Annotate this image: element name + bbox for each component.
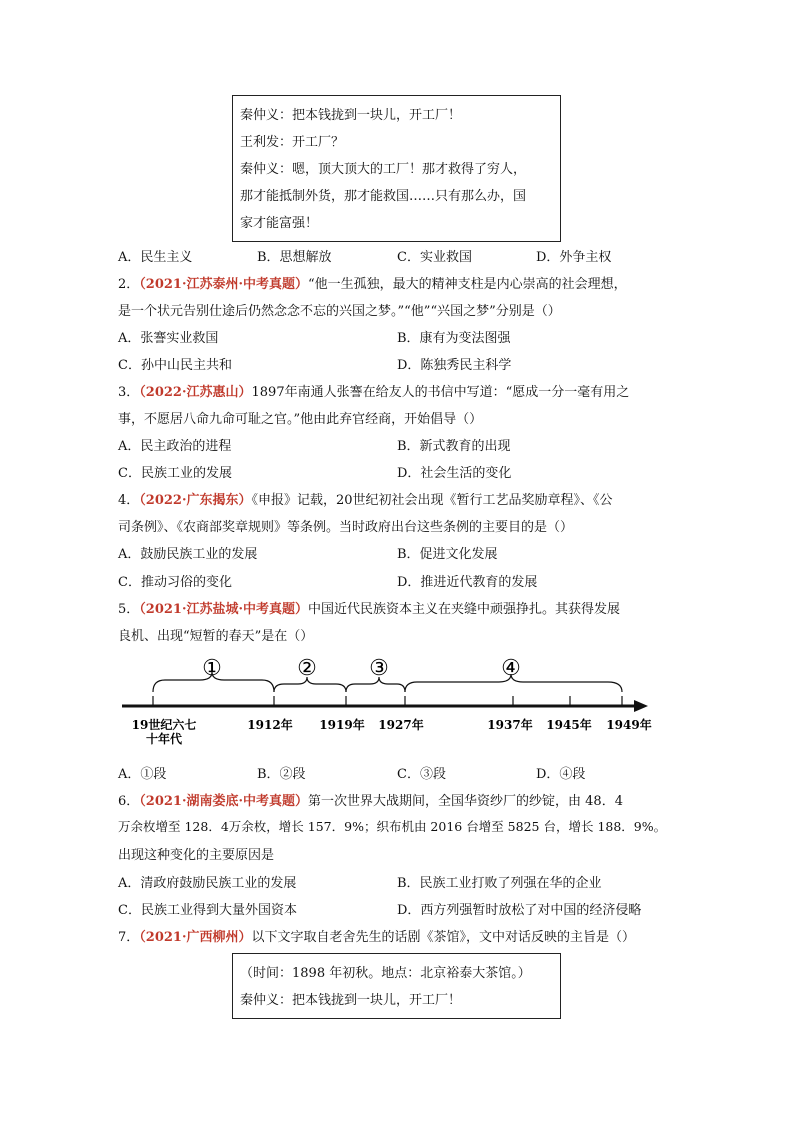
tick-label: 十年代 xyxy=(145,732,183,746)
question-3-stem-cont: 事，不愿居八命九命可耻之官。”他由此弃官经商，开始倡导（） xyxy=(118,412,483,427)
question-6-stem-cont: 万余枚增至 128．4万余枚，增长 157．9%；织布机由 2016 台增至 5825 台，增长 188．9%。 xyxy=(118,819,667,834)
question-number: 3． xyxy=(118,385,140,400)
option-c[interactable]: C．孙中山民主共和 xyxy=(118,358,232,373)
option-a[interactable]: A．张謇实业救国 xyxy=(118,331,219,346)
option-d[interactable]: D．西方列强暂时放松了对中国的经济侵略 xyxy=(397,903,642,918)
option-a[interactable]: A．清政府鼓励民族工业的发展 xyxy=(118,876,297,891)
option-b[interactable]: B．②段 xyxy=(257,767,306,782)
option-d[interactable]: D．④段 xyxy=(536,767,586,782)
question-number: 6． xyxy=(118,794,140,809)
option-b[interactable]: B．思想解放 xyxy=(257,250,332,265)
option-c[interactable]: C．实业救国 xyxy=(397,250,472,265)
option-c[interactable]: C．民族工业的发展 xyxy=(118,466,232,481)
option-d[interactable]: D．推进近代教育的发展 xyxy=(397,575,538,590)
option-a[interactable]: A．①段 xyxy=(118,767,167,782)
question-7-stem xyxy=(118,926,635,945)
question-2-stem xyxy=(118,273,627,292)
quote-line: 那才能抵制外货，那才能救国……只有那么办，国 xyxy=(240,189,527,204)
option-b[interactable]: B．康有为变法图强 xyxy=(397,331,511,346)
option-c[interactable]: C．③段 xyxy=(397,767,446,782)
tick-label: 1937年 xyxy=(487,718,533,732)
timeline-arrow xyxy=(634,700,648,712)
question-number: 2． xyxy=(118,277,140,292)
option-b[interactable]: B．民族工业打败了列强在华的企业 xyxy=(397,876,602,891)
timeline-diagram xyxy=(0,650,794,760)
question-source: （2021·湖南娄底·中考真题） xyxy=(139,794,309,809)
question-2-stem-cont: 是一个状元告别仕途后仍然念念不忘的兴国之梦。”“他”“兴国之梦”分别是（） xyxy=(118,304,561,319)
question-source: （2021·广西柳州） xyxy=(139,930,252,945)
segment-label-3: ③ xyxy=(369,656,389,681)
option-d[interactable]: D．社会生活的变化 xyxy=(397,466,512,481)
question-text: 《申报》记载，20世纪初社会出现《暂行工艺品奖励章程》、《公 xyxy=(251,493,613,508)
tick-label: 1945年 xyxy=(546,718,592,732)
option-b[interactable]: B．新式教育的出现 xyxy=(397,439,511,454)
question-source: （2022·广东揭东） xyxy=(139,493,252,508)
question-text: 第一次世界大战期间，全国华资纱厂的纱锭，由 48．4 xyxy=(308,794,623,809)
option-a[interactable]: A．民生主义 xyxy=(118,250,193,265)
segment-label-4: ④ xyxy=(501,656,521,681)
question-text: “他一生孤独，最大的精神支柱是内心崇高的社会理想， xyxy=(308,277,627,292)
quote-box xyxy=(232,953,561,1019)
question-4-stem xyxy=(118,489,613,508)
quote-box xyxy=(232,95,561,242)
quote-line: 秦仲义：嗯，顶大顶大的工厂！那才救得了穷人， xyxy=(240,162,527,177)
option-d[interactable]: D．外争主权 xyxy=(536,250,612,265)
quote-line: 王利发：开工厂？ xyxy=(240,135,345,150)
segment-label-1: ① xyxy=(202,656,222,681)
question-3-stem xyxy=(118,381,629,400)
tick-label: 1919年 xyxy=(319,718,365,732)
option-b[interactable]: B．促进文化发展 xyxy=(397,547,498,562)
question-source: （2021·江苏泰州·中考真题） xyxy=(139,277,309,292)
tick-label: 19世纪六七 xyxy=(131,718,197,732)
quote-line: 家才能富强！ xyxy=(240,216,319,231)
question-number: 5． xyxy=(118,602,140,617)
question-5-stem xyxy=(118,598,620,617)
quote-line: 秦仲义：把本钱拢到一块儿，开工厂！ xyxy=(240,993,462,1008)
question-text: 1897年南通人张謇在给友人的书信中写道：“愿成一分一毫有用之 xyxy=(251,385,630,400)
option-a[interactable]: A．鼓励民族工业的发展 xyxy=(118,547,258,562)
question-source: （2022·江苏惠山） xyxy=(139,385,252,400)
question-source: （2021·江苏盐城·中考真题） xyxy=(139,602,309,617)
question-text: 以下文字取自老舍先生的话剧《茶馆》，文中对话反映的主旨是（） xyxy=(251,930,636,945)
question-number: 4． xyxy=(118,493,140,508)
segment-label-2: ② xyxy=(297,656,317,681)
option-d[interactable]: D．陈独秀民主科学 xyxy=(397,358,512,373)
question-4-stem-cont: 司条例》、《农商部奖章规则》等条例。当时政府出台这些条例的主要目的是（） xyxy=(118,520,574,535)
option-a[interactable]: A．民主政治的进程 xyxy=(118,439,232,454)
option-c[interactable]: C．民族工业得到大量外国资本 xyxy=(118,903,297,918)
tick-label: 1927年 xyxy=(378,718,424,732)
question-6-stem xyxy=(118,790,623,809)
quote-line: （时间：1898 年初秋。地点：北京裕泰大茶馆。） xyxy=(240,966,531,981)
question-6-stem-cont: 出现这种变化的主要原因是 xyxy=(118,848,275,863)
tick-label: 1912年 xyxy=(247,718,293,732)
question-text: 中国近代民族资本主义在夹缝中顽强挣扎。其获得发展 xyxy=(308,602,621,617)
quote-line: 秦仲义：把本钱拢到一块儿，开工厂！ xyxy=(240,108,462,123)
question-5-stem-cont: 良机、出现“短暂的春天”是在（） xyxy=(118,629,314,644)
option-c[interactable]: C．推动习俗的变化 xyxy=(118,575,232,590)
question-number: 7． xyxy=(118,930,140,945)
tick-label: 1949年 xyxy=(606,718,652,732)
